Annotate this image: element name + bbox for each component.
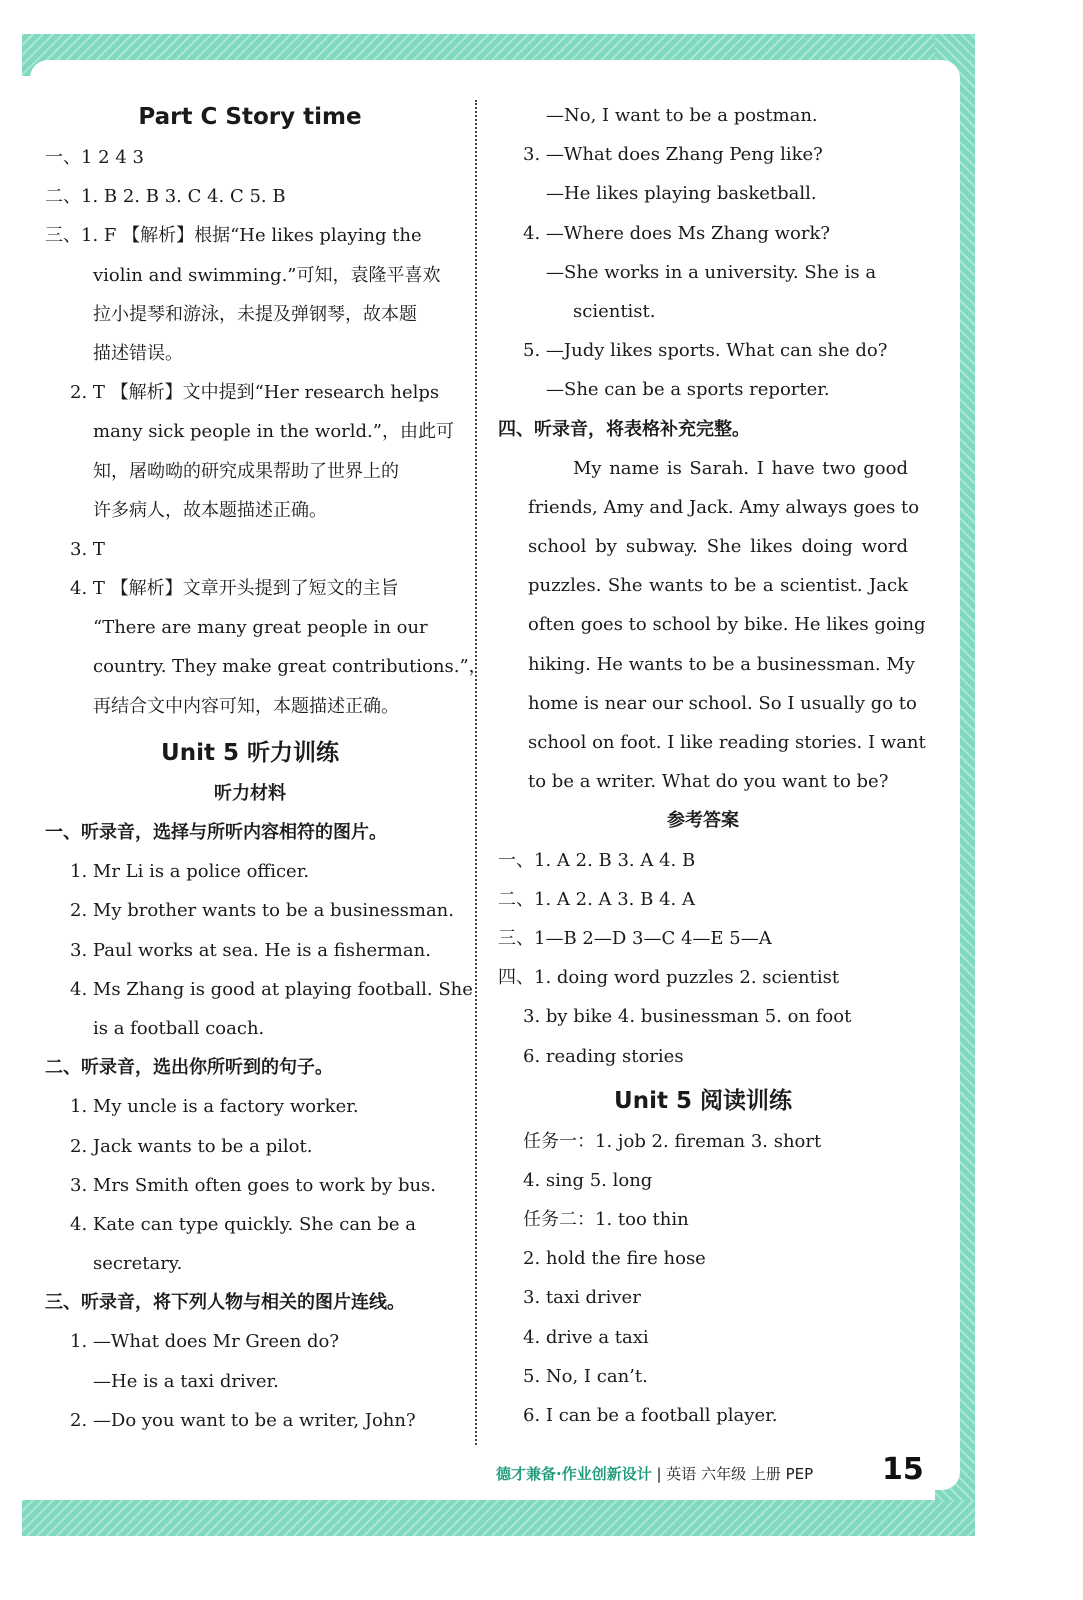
decorative-border-bottom	[22, 1500, 975, 1536]
answer-line: 一、1. A 2. B 3. A 4. B	[498, 849, 696, 871]
question-heading: 四、听录音，将表格补充完整。	[498, 418, 750, 440]
answer-line: 拉小提琴和游泳，未提及弹钢琴，故本题	[93, 303, 417, 325]
subsection-title: 听力材料	[214, 782, 286, 804]
transcript-line: secretary.	[93, 1253, 183, 1275]
transcript-line: —He is a taxi driver.	[93, 1370, 279, 1392]
left-column	[45, 96, 487, 1440]
answer-line: violin and swimming.”可知，袁隆平喜欢	[93, 264, 441, 286]
answer-line: 4. drive a taxi	[523, 1326, 649, 1348]
passage-line: often goes to school by bike. He likes going	[528, 614, 926, 636]
transcript-line: —She works in a university. She is a	[546, 261, 877, 283]
footer-brand: 德才兼备·作业创新设计	[496, 1465, 652, 1483]
transcript-line: —She can be a sports reporter.	[546, 379, 830, 401]
passage-line: home is near our school. So I usually go to	[528, 692, 917, 714]
transcript-line: 2. —Do you want to be a writer, John?	[70, 1409, 416, 1431]
page-footer	[496, 1463, 813, 1484]
right-column	[498, 96, 926, 1435]
page-number: 15	[882, 1452, 924, 1487]
passage-line: puzzles. She wants to be a scientist. Jack	[528, 575, 908, 597]
subsection-title: 参考答案	[667, 810, 739, 832]
answer-line: 2. hold the fire hose	[523, 1248, 706, 1270]
transcript-line: 3. —What does Zhang Peng like?	[523, 144, 823, 166]
answer-line: many sick people in the world.”，由此可	[93, 421, 454, 443]
transcript-line: —No, I want to be a postman.	[546, 105, 818, 126]
answer-line: 再结合文中内容可知，本题描述正确。	[93, 695, 399, 717]
answer-line: 3. by bike 4. businessman 5. on foot	[523, 1006, 852, 1028]
transcript-line: 1. —What does Mr Green do?	[70, 1331, 340, 1353]
passage-line: school on foot. I like reading stories. I want	[528, 732, 926, 753]
question-heading: 一、听录音，选择与所听内容相符的图片。	[45, 822, 387, 843]
transcript-line: 4. Ms Zhang is good at playing football. She	[70, 978, 473, 1000]
passage-line: My name is Sarah. I have two good	[573, 457, 908, 479]
answer-line: 4. T 【解析】文章开头提到了短文的主旨	[70, 578, 399, 600]
passage-line: hiking. He wants to be a businessman. My	[528, 653, 915, 675]
passage-line: school by subway. She likes doing word	[528, 536, 908, 558]
answer-line: 6. reading stories	[523, 1045, 684, 1067]
passage-line: friends, Amy and Jack. Amy always goes to	[528, 496, 920, 518]
answer-line: 6. I can be a football player.	[523, 1405, 778, 1426]
transcript-line: 5. —Judy likes sports. What can she do?	[523, 340, 888, 362]
answer-line: 3. taxi driver	[523, 1287, 641, 1309]
transcript-line: 1. My uncle is a factory worker.	[70, 1096, 359, 1118]
answer-line: 2. T 【解析】文中提到“Her research helps	[70, 382, 440, 404]
transcript-line: 3. Mrs Smith often goes to work by bus.	[70, 1174, 437, 1196]
transcript-line: 2. Jack wants to be a pilot.	[70, 1135, 313, 1157]
answer-line: 许多病人，故本题描述正确。	[93, 499, 327, 521]
unit-title: Unit 5 阅读训练	[614, 1087, 792, 1114]
answer-line: 三、1. F 【解析】根据“He likes playing the	[45, 225, 422, 247]
transcript-line: 3. Paul works at sea. He is a fisherman.	[70, 939, 431, 961]
answer-line: 3. T	[70, 538, 105, 560]
answer-line: 二、1. A 2. A 3. B 4. A	[498, 888, 695, 910]
answer-line: 三、1—B 2—D 3—C 4—E 5—A	[498, 927, 772, 949]
question-heading: 二、听录音，选出你所听到的句子。	[45, 1057, 333, 1079]
answer-line: “There are many great people in our	[93, 617, 428, 639]
answer-line: 描述错误。	[93, 342, 183, 364]
transcript-line: scientist.	[573, 300, 656, 322]
passage-line: to be a writer. What do you want to be?	[528, 771, 889, 793]
column-divider	[475, 100, 477, 1445]
answer-line: 二、1. B 2. B 3. C 4. C 5. B	[45, 186, 286, 208]
answer-line: 任务一：1. job 2. fireman 3. short	[523, 1130, 822, 1152]
transcript-line: 2. My brother wants to be a businessman.	[70, 900, 454, 922]
answer-line: 任务二：1. too thin	[523, 1209, 689, 1231]
transcript-line: is a football coach.	[93, 1017, 265, 1039]
answer-line: 一、1 2 4 3	[45, 147, 144, 168]
section-title: Part C Story time	[138, 104, 362, 130]
transcript-line: 1. Mr Li is a police officer.	[70, 861, 310, 883]
answer-line: country. They make great contributions.”，	[93, 656, 487, 678]
answer-line: 4. sing 5. long	[523, 1169, 653, 1191]
question-heading: 三、听录音，将下列人物与相关的图片连线。	[45, 1292, 405, 1314]
answer-line: 知，屠呦呦的研究成果帮助了世界上的	[93, 460, 399, 482]
transcript-line: 4. —Where does Ms Zhang work?	[523, 222, 831, 244]
answer-line: 四、1. doing word puzzles 2. scientist	[498, 967, 840, 989]
footer-info: | 英语 六年级 上册 PEP	[656, 1465, 814, 1483]
transcript-line: 4. Kate can type quickly. She can be a	[70, 1213, 416, 1235]
unit-title: Unit 5 听力训练	[161, 739, 339, 766]
answer-line: 5. No, I can’t.	[523, 1365, 648, 1387]
transcript-line: —He likes playing basketball.	[546, 183, 817, 205]
